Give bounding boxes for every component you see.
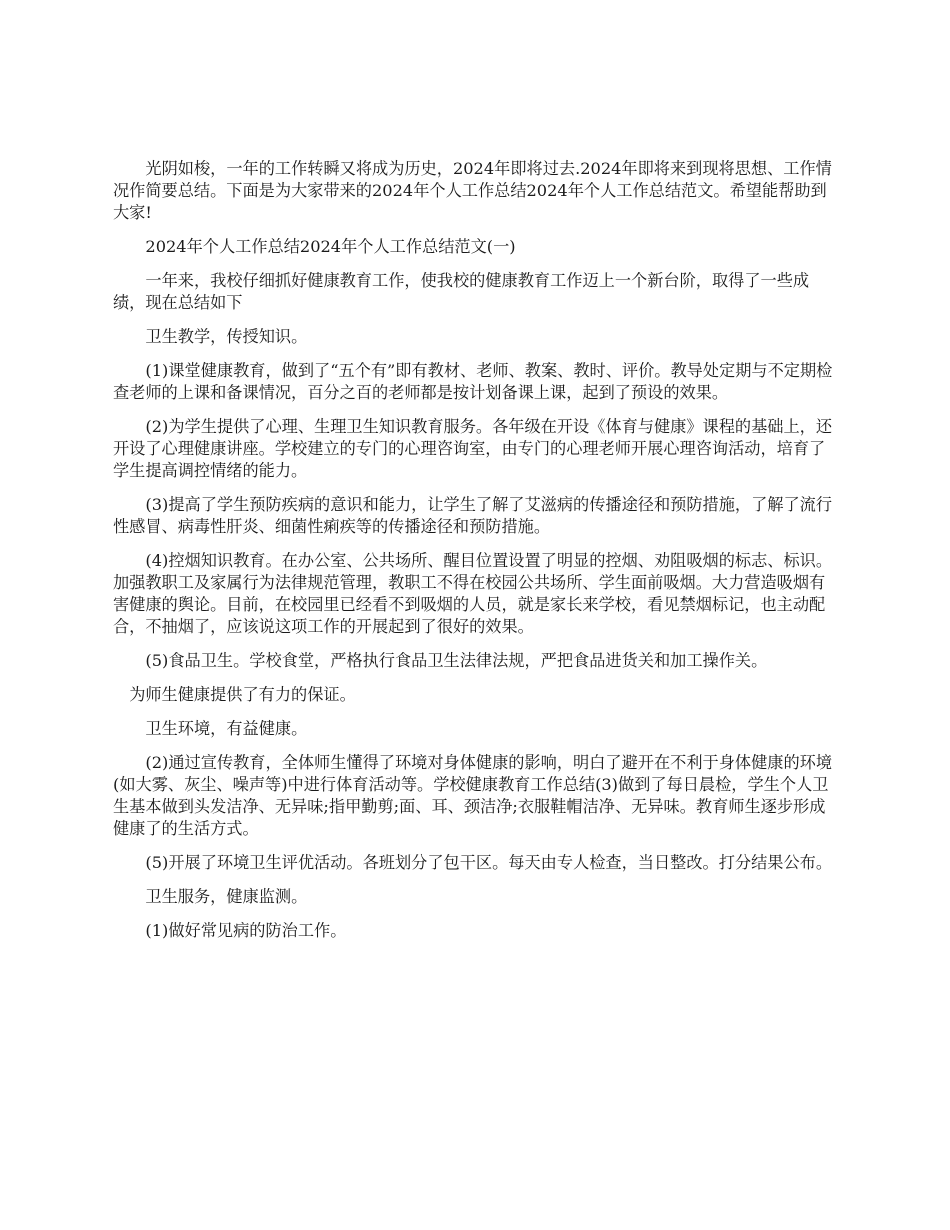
paragraph: 一年来，我校仔细抓好健康教育工作，使我校的健康教育工作迈上一个新台阶，取得了一些成绩，现在总结如下 [113,271,810,312]
paragraph-intro: 光阴如梭，一年的工作转瞬又将成为历史，2024年即将过去.2024年即将来到现将思想、工作情况作简要总结。下面是为大家带来的2024年个人工作总结2024年个人工作总结范文。希望能帮助到大家! [113,159,832,222]
document-body [113,158,835,954]
paragraph: (5)开展了环境卫生评优活动。各班划分了包干区。每天由专人检查，当日整改。打分结果公布。 [145,853,833,872]
section-heading: 卫生教学，传授知识。 [145,327,308,346]
paragraph: (4)控烟知识教育。在办公室、公共场所、醒目位置设置了明显的控烟、劝阻吸烟的标志、标识。加强教职工及家属行为法律规范管理，教职工不得在校园公共场所、学生面前吸烟。大力营造吸烟有害健康的舆论。目前，在校园里已经看不到吸烟的人员，就是家长来学校，看见禁烟标记，也主动配合，不抽烟了，应该说这项工作的开展起到了很好的效果。 [113,551,833,636]
paragraph: (1)课堂健康教育，做到了“五个有”即有教材、老师、教案、教时、评价。教导处定期与不定期检查老师的上课和备课情况，百分之百的老师都是按计划备课上课，起到了预设的效果。 [113,361,833,402]
section-heading: 卫生服务，健康监测。 [145,887,308,906]
paragraph: (5)食品卫生。学校食堂，严格执行食品卫生法律法规，严把食品进货关和加工操作关。 [145,651,768,670]
paragraph: (2)通过宣传教育，全体师生懂得了环境对身体健康的影响，明白了避开在不利于身体健康的环境(如大雾、灰尘、噪声等)中进行体育活动等。学校健康教育工作总结(3)做到了每日晨检，学生个人卫生基本做到头发洁净、无异味;指甲勤剪;面、耳、颈洁净;衣服鞋帽洁净、无异味。教育师生逐步形成健康了的生活方式。 [113,753,833,838]
paragraph-title: 2024年个人工作总结2024年个人工作总结范文(一) [145,237,516,256]
section-heading: 卫生环境，有益健康。 [145,719,308,738]
paragraph: (3)提高了学生预防疾病的意识和能力，让学生了解了艾滋病的传播途径和预防措施，了解了流行性感冒、病毒性肝炎、细菌性痢疾等的传播途径和预防措施。 [113,495,833,536]
paragraph: (2)为学生提供了心理、生理卫生知识教育服务。各年级在开设《体育与健康》课程的基础上，还开设了心理健康讲座。学校建立的专门的心理咨询室，由专门的心理老师开展心理咨询活动，培育了学生提高调控情绪的能力。 [113,417,833,480]
paragraph: 为师生健康提供了有力的保证。 [129,685,356,704]
paragraph: (1)做好常见病的防治工作。 [145,921,347,940]
